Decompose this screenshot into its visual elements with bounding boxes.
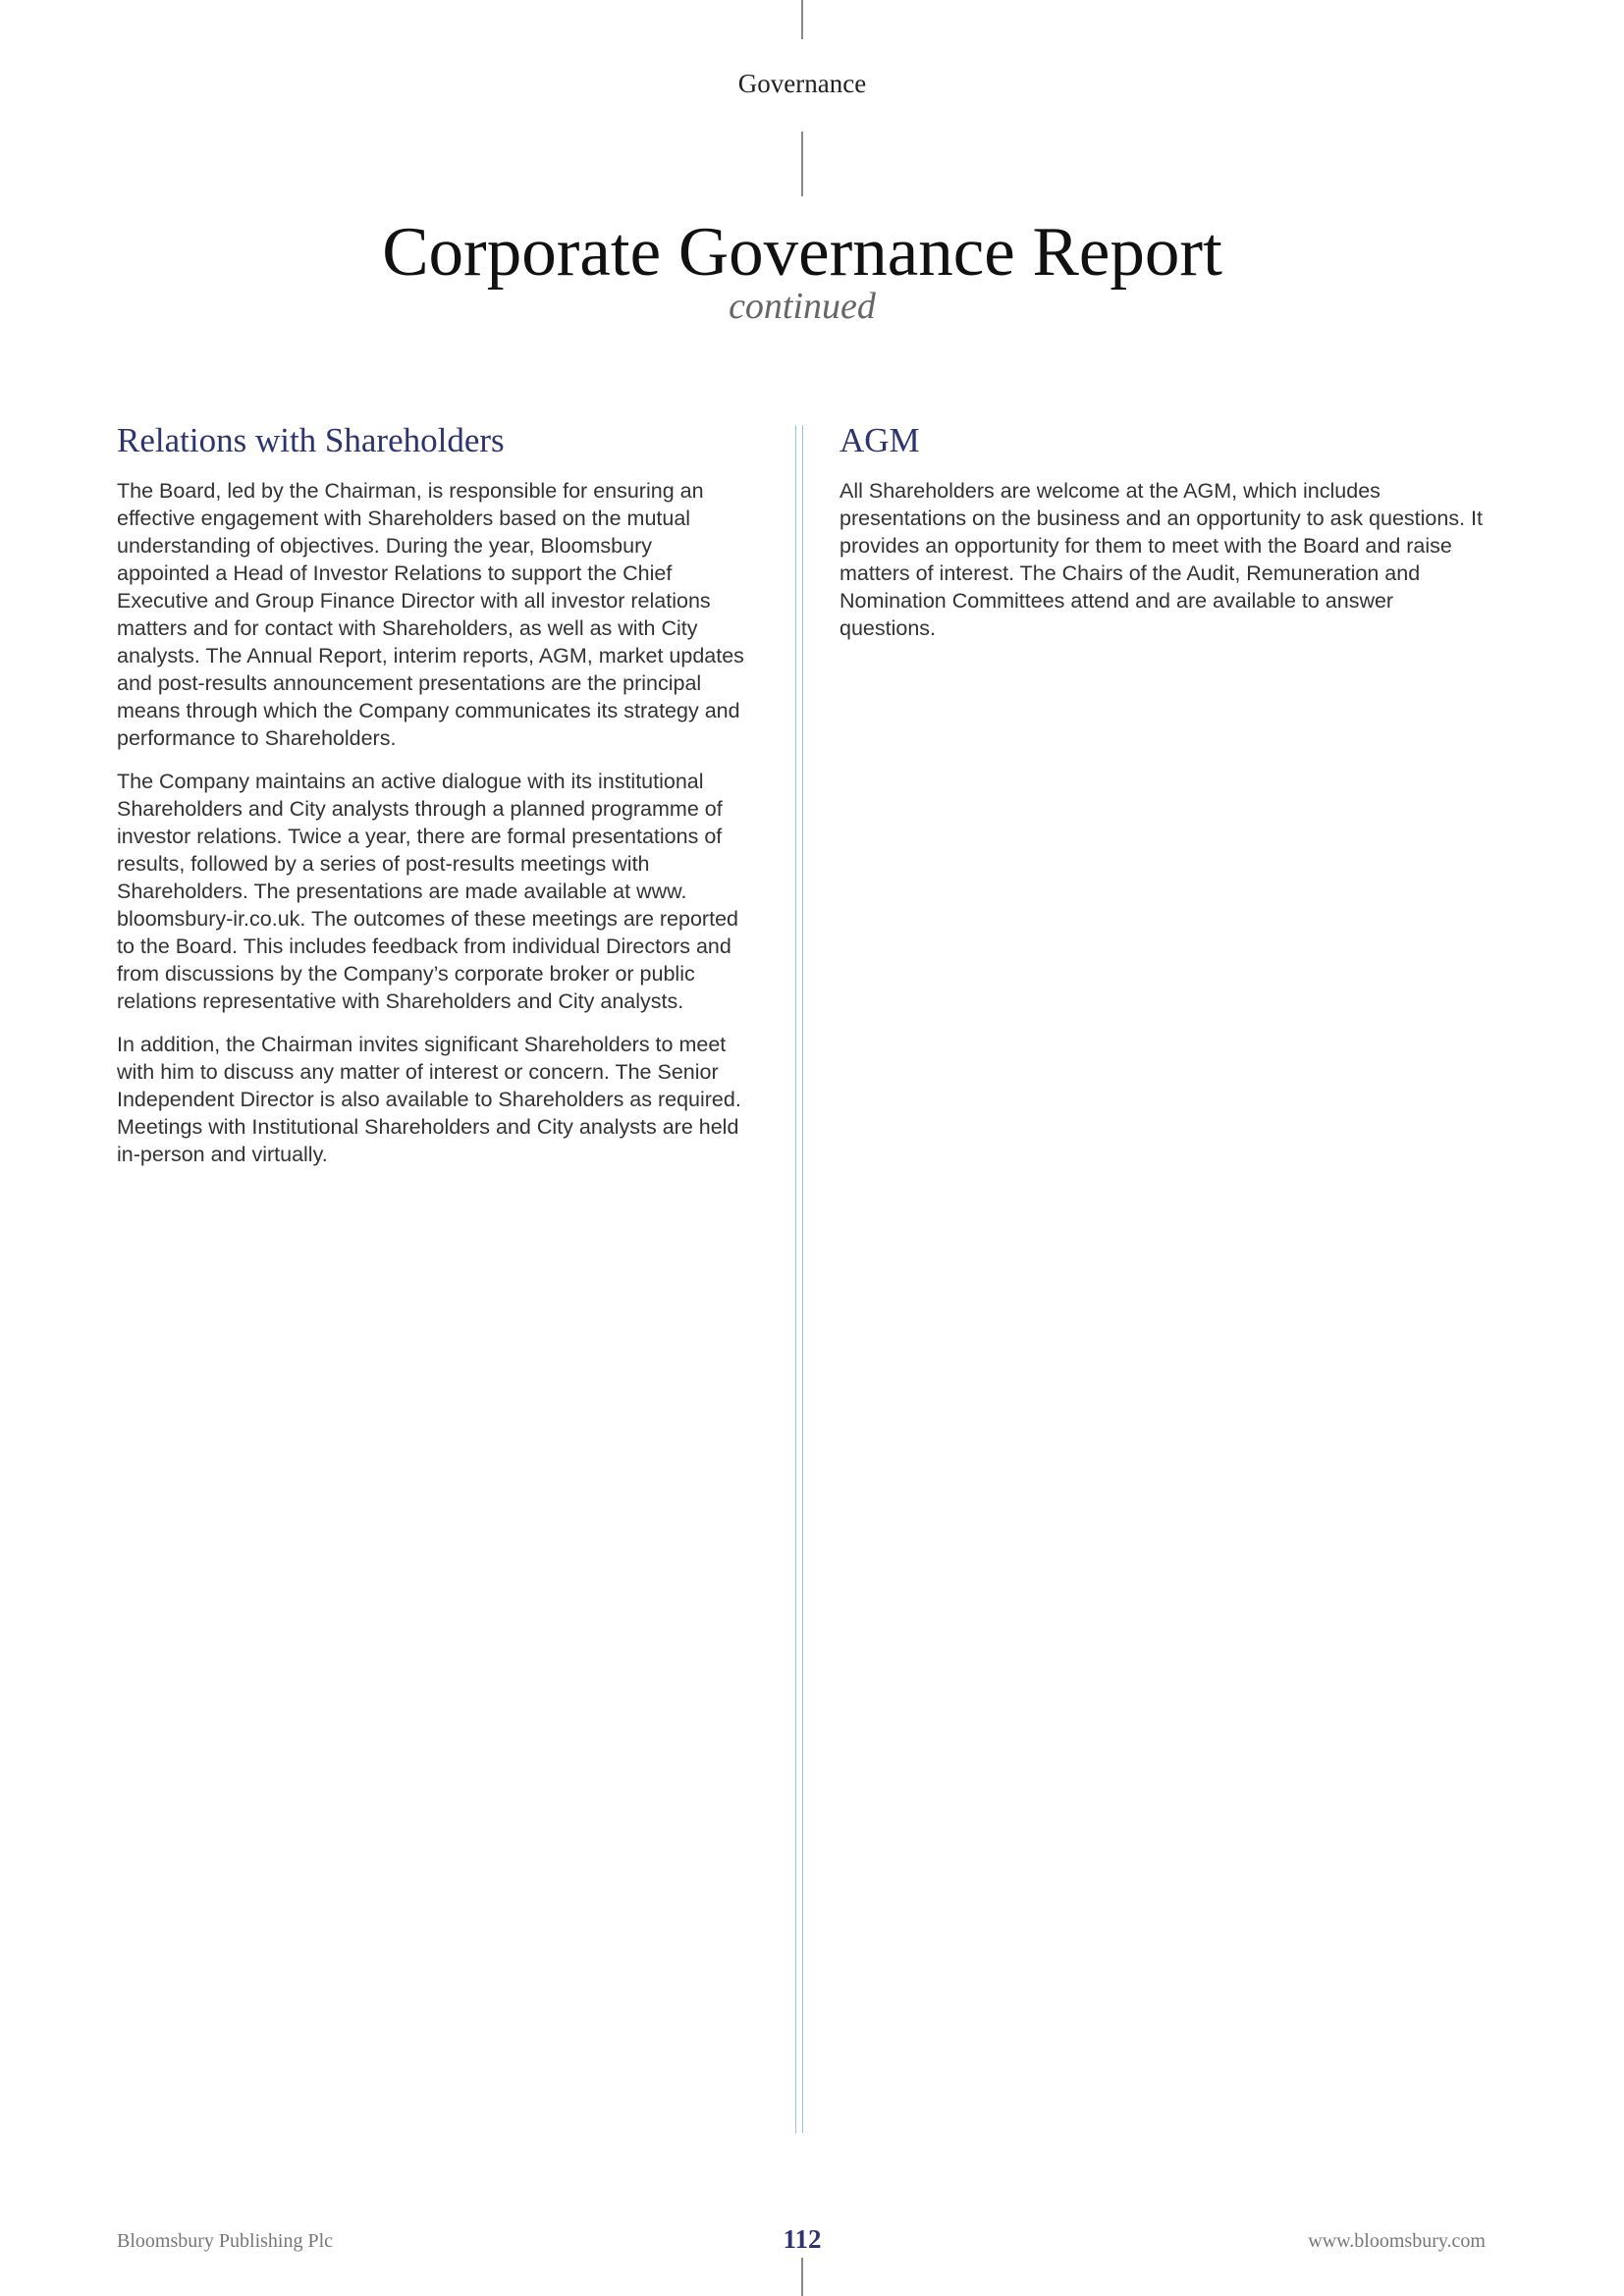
section-heading-agm: AGM bbox=[839, 421, 920, 459]
paragraph: In addition, the Chairman invites significant Shareholders to meet with him to discuss any matter of interest or concern. The Senior Independent Director is also available to Shareholders as required. Meetings with Institutional Shareholders and City analysts are held in-person and virtually. bbox=[117, 1032, 741, 1166]
right-column bbox=[839, 418, 1488, 658]
page-subtitle: continued bbox=[729, 286, 876, 327]
paragraph: The Board, led by the Chairman, is responsible for ensuring an effective engagement with Shareholders based on the mutual understanding of objectives. During the year, Bloomsbury appointed a Head of Investor Relations to support the Chief Executive and Group Finance Director with all investor relations matters and for contact with Shareholders, as well as with City analysts. The Annual Report, interim reports, AGM, market updates and post-results announcement presentations are the principal means through which the Company communicates its strategy and performance to Shareholders. bbox=[117, 478, 744, 750]
column-divider-right bbox=[802, 425, 803, 2133]
left-column bbox=[117, 418, 745, 1184]
paragraph: All Shareholders are welcome at the AGM, which includes presentations on the business and an opportunity to ask questions. It provides an opportunity for them to meet with the Board and raise matters of interest. The Chairs of the Audit, Remuneration and Nomination Committees attend and are available to answer questions. bbox=[839, 478, 1483, 640]
section-rule bbox=[801, 132, 803, 196]
paragraph: The Company maintains an active dialogue with its institutional Shareholders and City analysts through a planned programme of investor relations. Twice a year, there are formal presentations of results, followed by a series of post-results meetings with Shareholders. The presentations are made available at www. bloomsbury-ir.co.uk. The outcomes of these meetings are reported to the Board. This includes feedback from individual Directors and from discussions by the Company’s corporate broker or public relations representative with Shareholders and City analysts. bbox=[117, 769, 738, 1013]
top-rule bbox=[801, 0, 803, 39]
bottom-rule bbox=[801, 2258, 803, 2296]
page-number: 112 bbox=[783, 2224, 822, 2254]
page-title: Corporate Governance Report bbox=[382, 214, 1222, 291]
column-divider-left bbox=[795, 425, 796, 2133]
footer-company: Bloomsbury Publishing Plc bbox=[117, 2230, 334, 2252]
footer-website: www.bloomsbury.com bbox=[1308, 2230, 1486, 2252]
section-heading-relations: Relations with Shareholders bbox=[117, 421, 505, 459]
section-label: Governance bbox=[737, 69, 867, 98]
